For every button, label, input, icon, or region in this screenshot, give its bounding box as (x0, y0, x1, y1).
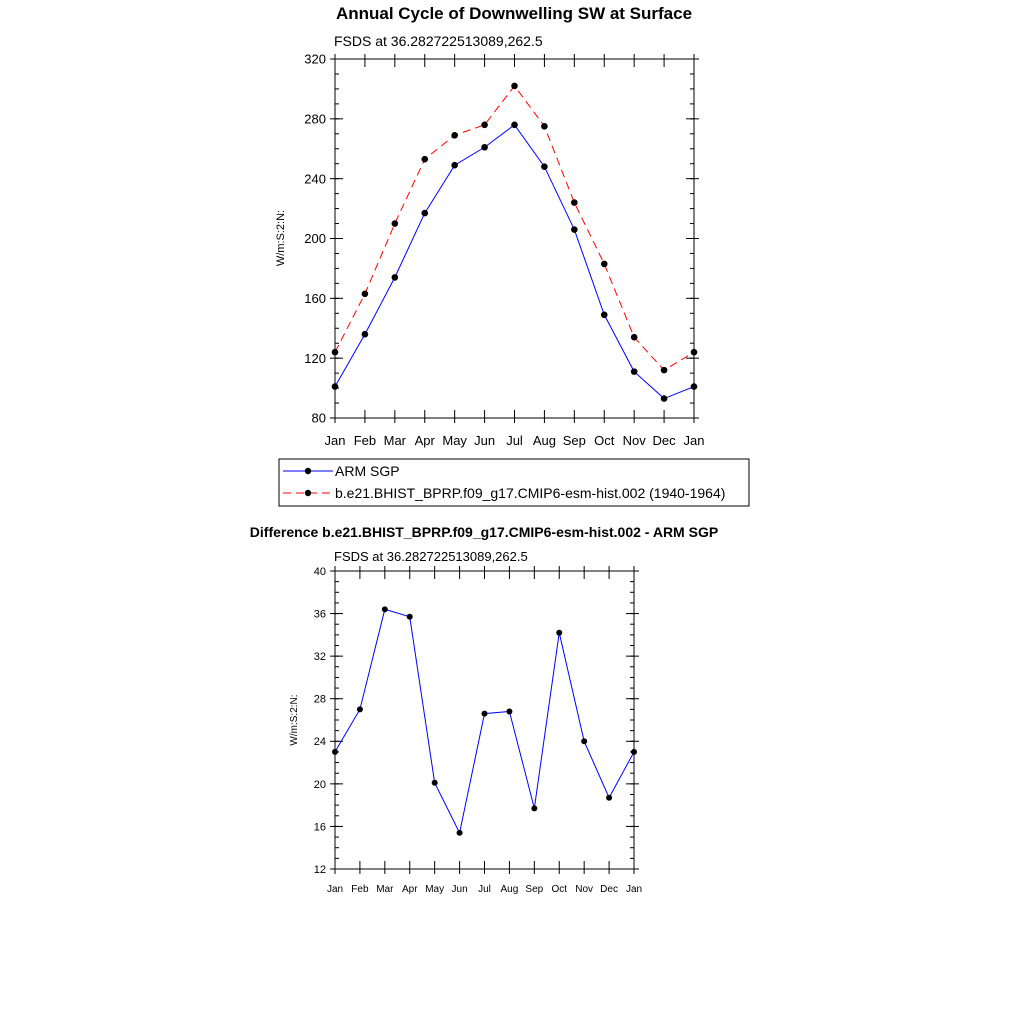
x-tick-label: Apr (414, 433, 435, 448)
y-tick-label: 280 (304, 111, 326, 127)
y-tick-label: 32 (313, 651, 326, 664)
series-1-point (661, 367, 668, 374)
y-tick-label: 160 (304, 291, 326, 307)
y-tick-label: 36 (313, 608, 326, 621)
series-0-point (631, 749, 637, 755)
series-1-point (601, 261, 608, 268)
legend-marker-model (305, 490, 311, 496)
series-0-point (432, 780, 438, 786)
series-0-point (421, 210, 428, 217)
series-0-point (606, 795, 612, 801)
series-1-point (392, 220, 399, 227)
y-tick-label: 120 (304, 350, 326, 366)
y-tick-label: 40 (313, 565, 326, 578)
x-tick-label: May (425, 884, 445, 895)
plot-frame (335, 59, 694, 418)
series-0-point (482, 711, 488, 717)
series-0-point (392, 274, 399, 281)
series-1-point (691, 349, 698, 356)
series-0-point (631, 368, 638, 375)
x-tick-label: May (442, 433, 467, 448)
chart1-legend (279, 459, 749, 506)
series-0-point (661, 395, 668, 402)
x-tick-label: Jul (478, 884, 491, 895)
chart2-subtitle: FSDS at 36.282722513089,262.5 (334, 549, 528, 564)
plot-frame (335, 571, 634, 869)
series-0-point (511, 122, 518, 129)
y-tick-label: 20 (313, 778, 326, 791)
x-tick-label: Nov (622, 433, 646, 448)
y-tick-label: 28 (313, 693, 326, 706)
series-1-point (481, 122, 488, 129)
series-1-point (511, 83, 518, 90)
x-tick-label: Dec (652, 433, 676, 448)
series-1-point (421, 156, 428, 163)
series-0-point (581, 738, 587, 744)
y-tick-label: 80 (311, 410, 326, 426)
y-tick-label: 16 (313, 821, 326, 834)
x-tick-label: Jan (326, 884, 344, 895)
x-tick-label: Apr (401, 884, 418, 895)
x-tick-label: Jul (506, 433, 523, 448)
series-1-point (631, 334, 638, 341)
series-0-point (451, 162, 458, 169)
y-tick-label: 200 (304, 231, 326, 247)
x-tick-label: Feb (353, 433, 377, 448)
x-tick-label: Feb (351, 884, 369, 895)
series-1-point (541, 123, 548, 130)
x-tick-label: Aug (500, 884, 519, 895)
series-line-0 (335, 125, 694, 399)
x-tick-label: Nov (575, 884, 594, 895)
series-0-point (541, 163, 548, 170)
series-0-point (457, 830, 463, 836)
series-0-point (571, 226, 578, 233)
x-tick-label: Mar (383, 433, 407, 448)
x-tick-label: Jun (474, 433, 496, 448)
series-0-point (332, 383, 339, 390)
series-1-point (451, 132, 458, 139)
x-tick-label: Sep (525, 884, 544, 895)
series-0-point (556, 630, 562, 636)
series-0-point (601, 311, 608, 318)
series-0-point (506, 708, 512, 714)
x-tick-label: Dec (600, 884, 618, 895)
legend-label-model: b.e21.BHIST_BPRP.f09_g17.CMIP6-esm-hist.002 (1940-1964) (335, 485, 726, 501)
x-tick-label: Sep (562, 433, 586, 448)
x-tick-label: Oct (594, 433, 615, 448)
series-0-point (531, 805, 537, 811)
chart1-title: Annual Cycle of Downwelling SW at Surface (335, 4, 693, 23)
series-0-point (332, 749, 338, 755)
chart1-subtitle: FSDS at 36.282722513089,262.5 (334, 33, 543, 49)
series-1-point (571, 199, 578, 206)
y-tick-label: 320 (304, 51, 326, 67)
x-tick-label: Aug (532, 433, 556, 448)
x-tick-label: Jan (625, 884, 643, 895)
series-0-point (357, 706, 363, 712)
chart2-ylabel: W/m:S:2:N: (289, 694, 300, 746)
chart1-plot (304, 52, 704, 448)
y-tick-label: 12 (313, 863, 326, 876)
x-tick-label: Jun (451, 884, 468, 895)
series-1-point (362, 291, 369, 298)
series-line-1 (335, 86, 694, 370)
legend-label-arm-sgp: ARM SGP (335, 463, 400, 479)
x-tick-label: Jan (324, 433, 346, 448)
series-0-point (362, 331, 369, 338)
y-tick-label: 240 (304, 171, 326, 187)
series-0-point (407, 614, 413, 620)
y-tick-label: 24 (313, 736, 326, 749)
x-tick-label: Mar (376, 884, 394, 895)
chart2-title: Difference b.e21.BHIST_BPRP.f09_g17.CMIP6-esm-hist.002 - ARM SGP (249, 524, 719, 540)
series-0-point (382, 606, 388, 612)
series-0-point (481, 144, 488, 151)
chart2-plot (314, 566, 642, 895)
series-line-0 (335, 609, 634, 833)
legend-marker-arm-sgp (305, 468, 311, 474)
series-0-point (691, 383, 698, 390)
x-tick-label: Oct (551, 884, 568, 895)
chart1-ylabel: W/m:S:2:N: (275, 209, 287, 267)
x-tick-label: Jan (683, 433, 705, 448)
series-1-point (332, 349, 339, 356)
